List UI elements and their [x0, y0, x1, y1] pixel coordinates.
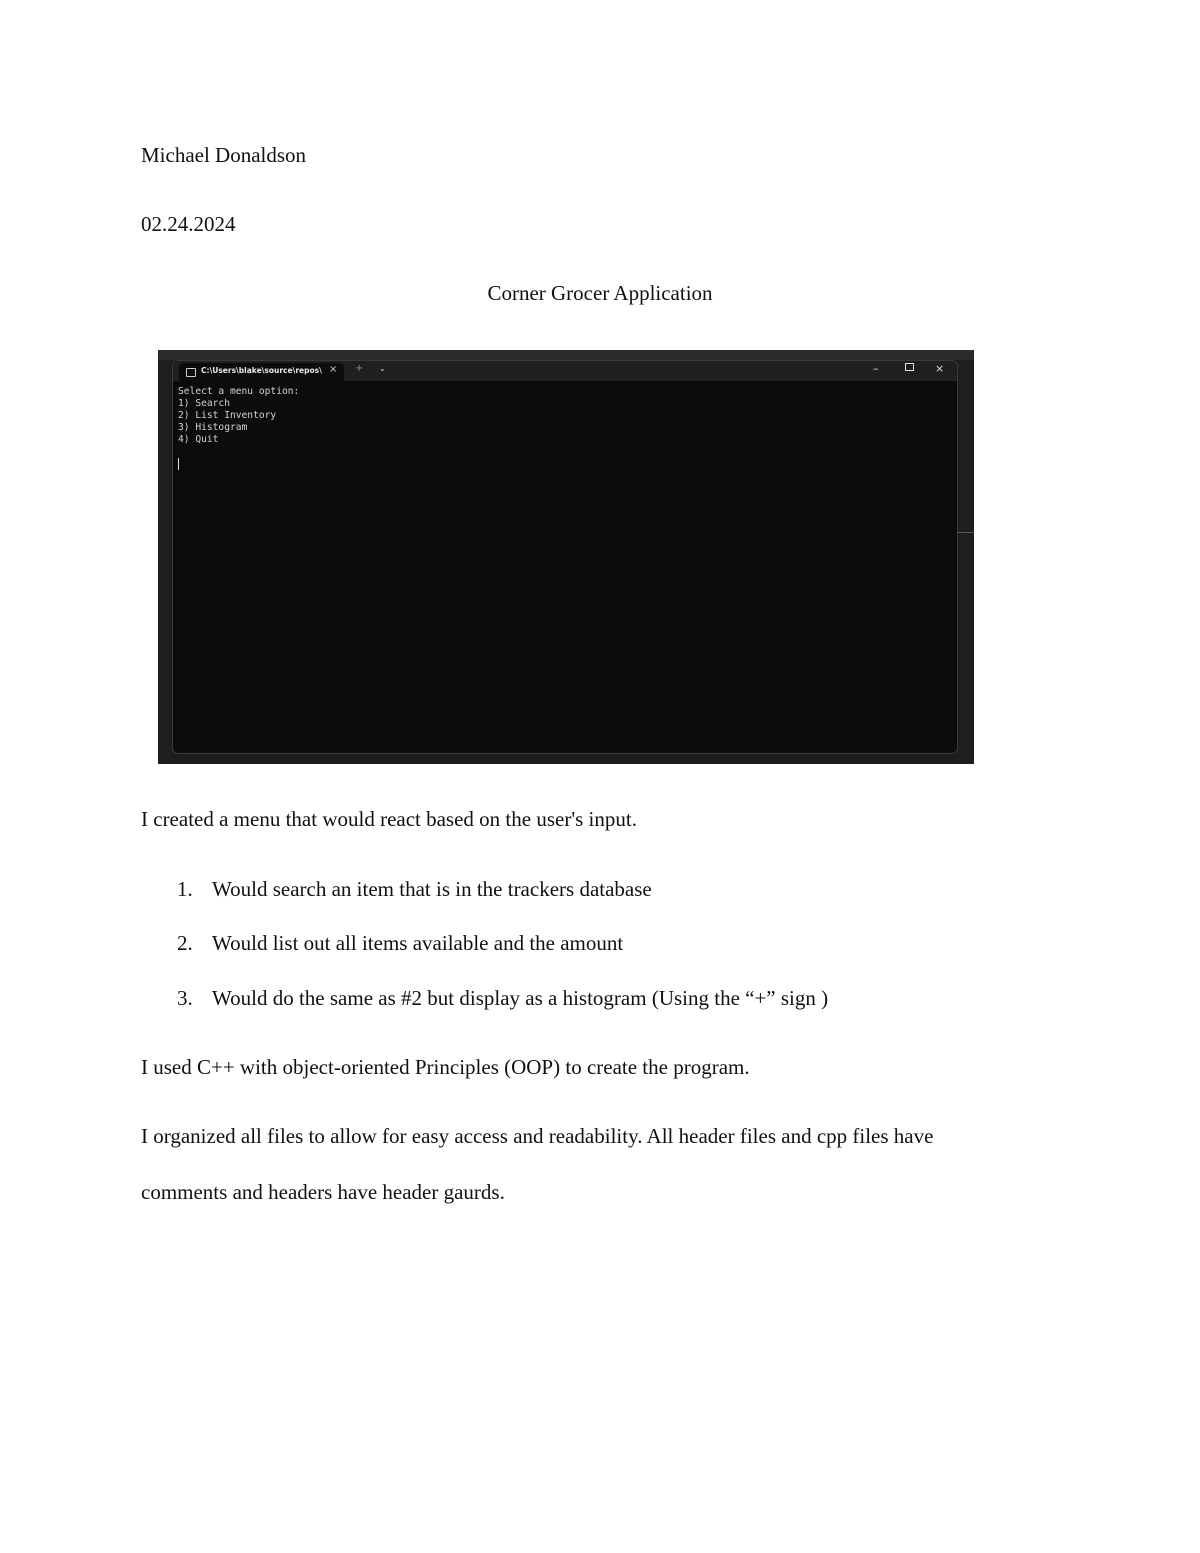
terminal-output [178, 386, 299, 471]
list-number: 2. [177, 931, 193, 955]
terminal-title-bar [173, 361, 957, 381]
tab-close-icon[interactable]: × [329, 364, 338, 375]
author-name: Michael Donaldson [141, 143, 307, 167]
ide-right-panel [956, 360, 974, 764]
chevron-down-icon[interactable]: ⌄ [379, 364, 386, 373]
ide-background-strip [158, 350, 974, 360]
intro-paragraph: I created a menu that would react based on the user's input. [141, 807, 637, 831]
terminal-line: Select a menu option: [178, 386, 300, 397]
list-text: Would do the same as #2 but display as a histogram (Using the “+” sign ) [212, 986, 829, 1010]
new-tab-icon[interactable]: + [355, 363, 364, 374]
organization-paragraph-line: comments and headers have header gaurds. [141, 1180, 505, 1204]
list-text: Would list out all items available and the amount [212, 931, 624, 955]
maximize-icon[interactable] [905, 363, 914, 371]
terminal-screenshot [158, 350, 974, 764]
terminal-line: 2) List Inventory [178, 410, 277, 421]
organization-paragraph-line: I organized all files to allow for easy access and readability. All header files and cpp files have [141, 1124, 934, 1148]
ide-code-gutter [158, 360, 172, 764]
terminal-window [172, 360, 958, 754]
terminal-line: 1) Search [178, 398, 230, 409]
terminal-line: 3) Histogram [178, 422, 248, 433]
terminal-line: 4) Quit [178, 434, 219, 445]
document-title: Corner Grocer Application [487, 281, 713, 305]
oop-paragraph: I used C++ with object-oriented Principles (OOP) to create the program. [141, 1055, 750, 1079]
terminal-cursor [178, 458, 179, 470]
minimize-icon[interactable]: – [873, 362, 879, 375]
terminal-tab[interactable] [179, 363, 344, 381]
list-number: 3. [177, 986, 193, 1010]
document-date: 02.24.2024 [141, 212, 236, 236]
list-text: Would search an item that is in the trackers database [212, 877, 652, 901]
close-icon[interactable]: × [935, 362, 945, 375]
terminal-tab-title: C:\Users\blake\source\repos\ [201, 366, 322, 375]
list-number: 1. [177, 877, 193, 901]
terminal-icon [186, 368, 196, 377]
